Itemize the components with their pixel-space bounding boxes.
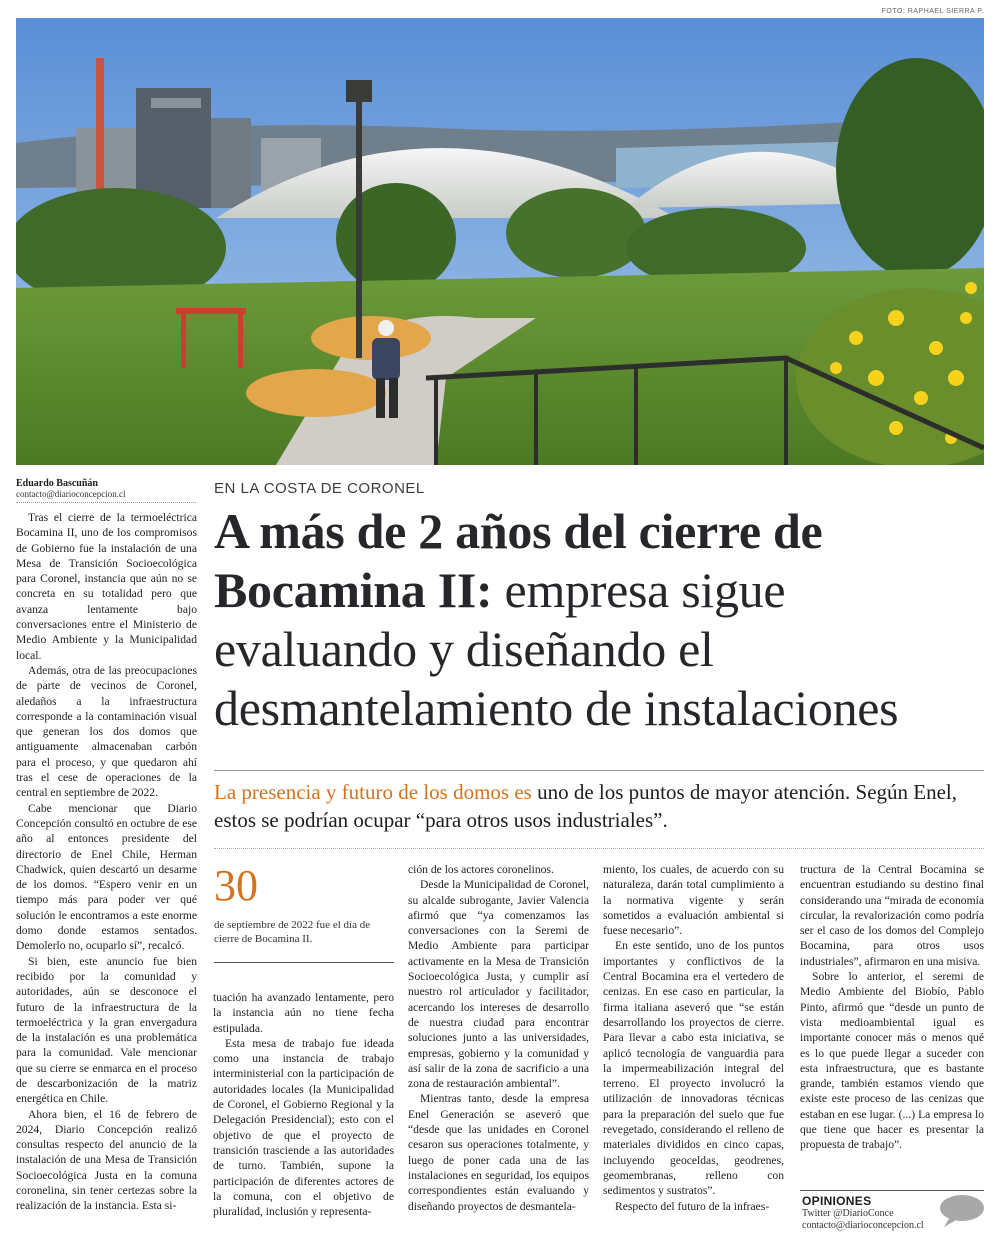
paragraph: Además, otra de las preocupaciones de parte de vecinos de Coronel, aledaños a la infraestructura corresponde a la contaminación visual que generan los dos domos que antiguamente almacenaban carbón para el proceso, y que quedaron ahí tras el cese de operaciones de la central en septiembre de 2022. [16,663,197,800]
column-2 [213,990,394,1219]
headline-bold: A más de 2 años del cierre de Bocamina II: [214,503,823,618]
opinions-divider [800,1190,984,1191]
kicker: EN LA COSTA DE CORONEL [214,480,425,497]
subhead-divider [214,848,984,849]
opinions-title: OPINIONES [802,1194,872,1208]
column-3 [408,862,589,1214]
opinions-email[interactable]: contacto@diarioconcepcion.cl [802,1220,924,1231]
main-photo [16,18,984,465]
column-5 [800,862,984,1153]
stat-number: 30 [214,861,258,910]
photo-credit: FOTO: RAPHAEL SIERRA P. [881,8,984,15]
stat-text: de septiembre de 2022 fue el día de cierre de Bocamina II. [214,919,371,945]
subhead-accent: La presencia y futuro de los domos es [214,780,532,804]
paragraph: Si bien, este anuncio fue bien recibido por la comunidad y autoridades, aún se desconoce el futuro de la infraestructura de la termoeléctrica y la gran envergadura de la instalación es una problemática para la comunidad. Vale mencionar que su cierre se enmarca en el proceso de descarbonización de la matriz energética en Chile. [16,954,197,1106]
byline [16,478,196,499]
author-email[interactable]: contacto@diarioconcepcion.cl [16,489,126,499]
paragraph: Mientras tanto, desde la empresa Enel Generación se aseveró que “desde que las unidades en Coronel cesaron sus operaciones totalmente, y luego de poner cada una de las instalaciones en seguridad, los equipos correspondientes están evaluando y diseñando proyectos de desmantela- [408,1092,589,1213]
column-4 [603,862,784,1214]
headline-divider [214,770,984,771]
paragraph: Cabe mencionar que Diario Concepción consultó en octubre de ese año al entonces presidente del directorio de Enel Chile, Herman Chadwick, quien descartó un desarme de los domos. “Espero venir en un tiempo más para poder ver qué solución le encontramos a este enorme domo donde estamos sentados. Demolerlo no, ocuparlo sí”, recalcó. [16,801,197,953]
paragraph: ción de los actores coronelinos. [408,863,554,876]
paragraph: Sobre lo anterior, el seremi de Medio Ambiente del Biobío, Pablo Pinto, afirmó que “desde un punto de vista medioambiental igual es importante conocer más o menos qué es lo que puede llegar a suceder con esta infraestructura, que es bastante grande, también estamos viendo que existe este proceso de las cenizas que estaban en ese lugar. (...) La empresa lo que tiene que hacer es presentar la propuesta de trabajo”. [800,970,984,1152]
opinions-twitter[interactable]: Twitter @DiarioConce [802,1208,894,1219]
byline-divider [16,502,196,503]
photo-illustration [16,18,984,465]
paragraph: Esta mesa de trabajo fue ideada como una instancia de trabajo interministerial con la participación de autoridades locales (la Municipalidad de Coronel, el Gobierno Regional y la Delegación Presidencial); esto con el objetivo de que el proyecto de transición trasciende a las autoridades de turno. También, supone la participación de diferentes actores de la comuna, con el objetivo de pluralidad, inclusión y representa- [213,1036,394,1219]
paragraph: Respecto del futuro de la infraes- [615,1199,770,1213]
paragraph: tructura de la Central Bocamina se encuentran estudiando su destino final considerando una “mirada de economía circular, la revalorización como podría ser el caso de los domos del Complejo Bocamina, para otros usos industriales”, afirmaron en una misiva. [800,863,984,968]
speech-bubble-icon [936,1193,986,1229]
paragraph: tuación ha avanzado lentamente, pero la instancia aún no tiene fecha estipulada. [213,991,394,1035]
headline-regular: empresa sigue evaluando y diseñando el desmantelamiento de instalaciones [214,562,899,736]
paragraph: Tras el cierre de la termoeléctrica Bocamina II, uno de los compromisos de Gobierno fue la instalación de una Mesa de Transición Socioecológica para Coronel, instancia que aún no se concreta en su totalidad pero que avanza lentamente bajo conversaciones entre el Ministerio de Medio Ambiente y la Municipalidad local. [16,511,197,662]
author-name: Eduardo Bascuñán [16,478,98,489]
paragraph: En este sentido, uno de los puntos importantes y conflictivos de la Central Bocamina era el vertedero de cenizas. En ese caso en particular, la firma italiana aseveró que “se están desarrollando los proyectos de cierre. Para llevar a cabo esta iniciativa, se aplicó tecnología de vanguardia para la impermeabilización integral del terreno. El proyecto involucró la utilización de innovadoras técnicas para la preparación del suelo que fue revegetado, considerando el relleno de materiales divididos en cinco capas, incluyendo geoceldas, geodrenes, geomembranas, relleno con sedimentos y sustratos”. [603,939,784,1198]
subhead-rest: uno de los puntos de mayor atención. Según Enel, estos se podrían ocupar “para otros usos industriales”. [214,780,958,832]
paragraph: Desde la Municipalidad de Coronel, su alcalde subrogante, Javier Valencia afirmó que “ya comenzamos las conversaciones con la Seremi de Medio Ambiente para participar activamente en la Mesa de Transición Socioecológica Justa, y cumplir así nuestro rol articulador y facilitador, acercando los intereses de desarrollo de nuestra ciudad para encontrar soluciones junto a las universidades, empresas, gobierno y la comunidad y así salir de la zona de sacrificio a una zona de restauración ambiental”. [408,878,589,1091]
subhead [214,778,984,834]
column-1 [16,510,197,1214]
paragraph: Ahora bien, el 16 de febrero de 2024, Diario Concepción realizó consultas respecto del anuncio de la instalación de una Mesa de Transición Socioecológica Justa en la comuna coronelina, sin tener certezas sobre la realización de la instancia. Esta si- [16,1107,197,1213]
paragraph: miento, los cuales, de acuerdo con su naturaleza, darán total cumplimiento a la normativa vigente y serán sometidos a evaluación ambiental si fuese necesario”. [603,863,784,938]
headline [214,502,994,738]
stat-divider [214,962,394,963]
